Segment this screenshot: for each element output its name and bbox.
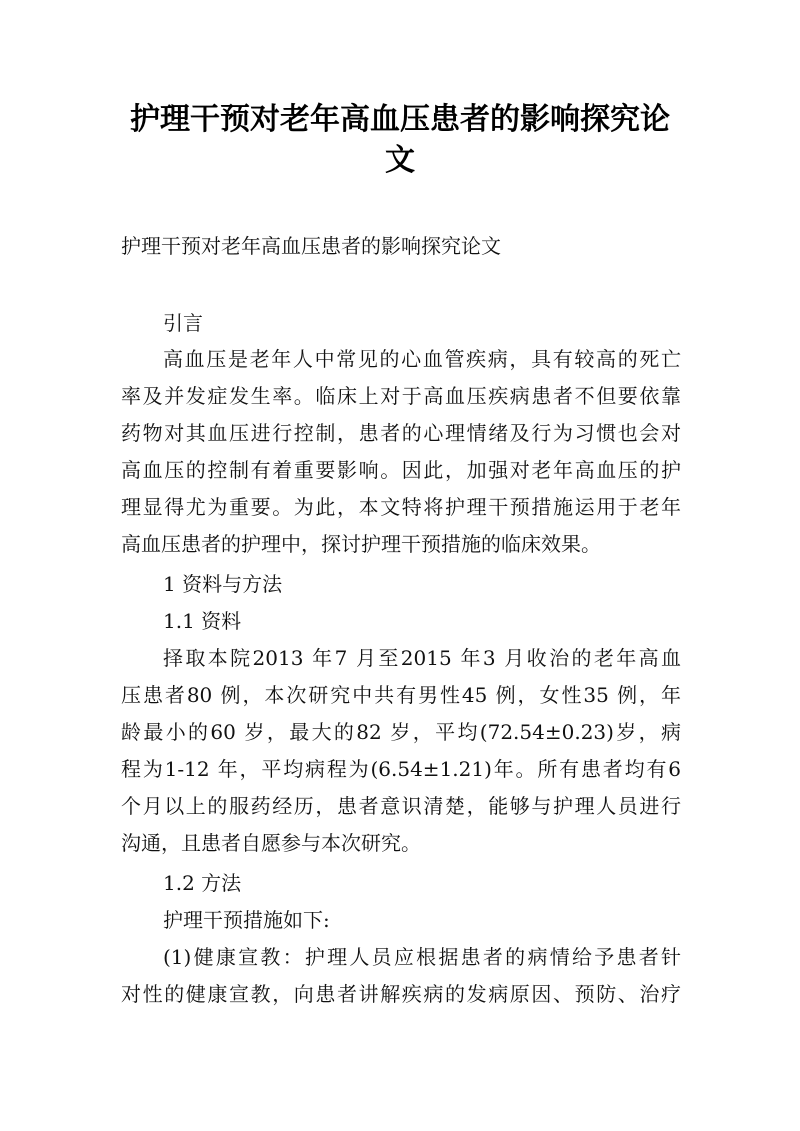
intro-line: 率及并发症发生率。临床上对于高血压疾病患者不但要依靠	[121, 384, 681, 408]
document-subtitle: 护理干预对老年高血压患者的影响探究论文	[121, 234, 501, 258]
document-title-line1: 护理干预对老年高血压患者的影响探究论	[130, 102, 670, 137]
materials-line: 个月以上的服药经历，患者意识清楚，能够与护理人员进行	[121, 794, 681, 818]
heading-section-1-1: 1.1 资料	[163, 609, 242, 633]
health-education-line: 对性的健康宣教，向患者讲解疾病的发病原因、预防、治疗	[121, 982, 681, 1006]
materials-line: 择取本院2013 年7 月至2015 年3 月收治的老年高血	[163, 646, 681, 670]
health-education-line: (1)健康宣教：护理人员应根据患者的病情给予患者针	[163, 945, 681, 969]
materials-line: 沟通，且患者自愿参与本次研究。	[121, 831, 421, 855]
materials-line: 程为1-12 年，平均病程为(6.54±1.21)年。所有患者均有6	[121, 757, 681, 781]
intro-line: 高血压患者的护理中，探讨护理干预措施的临床效果。	[121, 532, 601, 556]
methods-intro: 护理干预措施如下:	[163, 908, 330, 932]
heading-intro: 引言	[163, 311, 203, 335]
intro-line: 高血压是老年人中常见的心血管疾病，具有较高的死亡	[163, 347, 681, 371]
heading-section-1: 1 资料与方法	[163, 572, 283, 596]
intro-line: 理显得尤为重要。为此，本文特将护理干预措施运用于老年	[121, 495, 681, 519]
intro-line: 高血压的控制有着重要影响。因此，加强对老年高血压的护	[121, 458, 681, 482]
materials-line: 龄最小的60 岁，最大的82 岁，平均(72.54±0.23)岁，病	[121, 720, 681, 744]
document-title-line2: 文	[385, 143, 415, 178]
heading-section-1-2: 1.2 方法	[163, 871, 242, 895]
materials-line: 压患者80 例，本次研究中共有男性45 例，女性35 例，年	[121, 683, 681, 707]
intro-line: 药物对其血压进行控制，患者的心理情绪及行为习惯也会对	[121, 421, 681, 445]
